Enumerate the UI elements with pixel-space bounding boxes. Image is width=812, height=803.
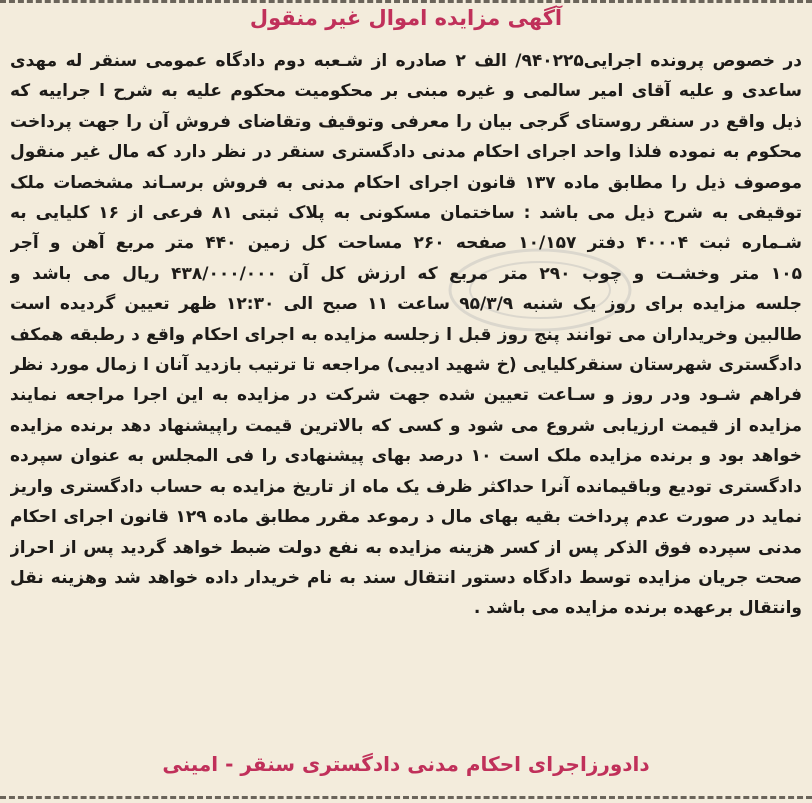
body-line: طالبین وخریداران می توانند پنج روز قبل ا زجلسه مزایده به اجرای احکام واقع د رطبقه همکف <box>10 324 802 345</box>
bottom-dashed-divider <box>0 796 812 799</box>
body-line: صحت جریان مزایده توسط دادگاه دستور انتقال سند به نام خریدار داده خواهد شد وهزینه نقل <box>10 567 802 588</box>
body-line: مزایده از قیمت ارزیابی شروع می شود و کسی که بالاترین قیمت راپیشنهاد دهد برنده مزایده <box>10 415 802 436</box>
body-line: نماید در صورت عدم پرداخت بقیه بهای مال د رموعد مقرر مطابق ماده ۱۲۹ قانون اجرای احکام <box>10 507 802 528</box>
body-line: فراهم شـود ودر روز و سـاعت تعیین شده جهت شرکت در مزایده به این اجرا مراجعه نمایند <box>10 385 802 406</box>
body-line: موصوف ذیل را مطابق ماده ۱۳۷ قانون اجرای احکام مدنی به فروش برسـاند مشخصات ملک <box>10 172 802 193</box>
body-line: دادگستری شهرستان سنقرکلیایی (خ شهید ادیبی) مراجعه تا ترتیب بازدید آنان ا زمال مورد نظر <box>10 355 802 376</box>
body-line: مدنی سپرده فوق الذکر پس از کسر هزینه مزایده به نفع دولت ضبط خواهد گردید پس از احراز <box>10 537 802 558</box>
body-line: دادگستری تودیع وباقیمانده آنرا حداکثر ظرف یک ماه از تاریخ مزایده به حساب دادگستری واریز <box>10 476 802 497</box>
body-line: محکوم به نموده فلذا واحد اجرای احکام مدنی دادگستری سنقر در نظر دارد که مال غیر منقول <box>10 142 802 163</box>
body-line: وانتقال برعهده برنده مزایده می باشد . <box>473 598 802 619</box>
notice-signature: دادورزاجرای احکام مدنی دادگستری سنقر - امینی <box>162 752 650 776</box>
top-dashed-divider <box>0 0 812 3</box>
body-line: ذیل واقع در سنقر روستای گرجی بیان را معرفی وتوقیف وتقاضای فروش آن را جهت پرداخت <box>10 111 802 132</box>
body-line: ساعدی و علیه آقای امیر سالمی و غیره مبنی بر محکومیت محکوم علیه به شرح ا جراییه که <box>10 81 802 102</box>
body-line: جلسه مزایده برای روز یک شنبه ۹۵/۳/۹ ساعت ۱۱ صبح الی ۱۲:۳۰ ظهر تعیین گردیده است <box>10 294 802 315</box>
body-line: خواهد بود و برنده مزایده ملک است ۱۰ درصد بهای پیشنهادی را فی المجلس به عنوان سپرده <box>10 446 802 467</box>
body-line: ۱۰۵ متر وخشـت و چوب ۲۹۰ متر مربع که ارزش کل آن ۴۳۸/۰۰۰/۰۰۰ ریال می باشد و <box>10 263 802 284</box>
notice-title: آگهی مزایده اموال غیر منقول <box>249 6 563 30</box>
notice-body <box>10 46 802 624</box>
body-line: در خصوص پرونده اجرایی۹۴۰۲۲۵/ الف ۲ صادره از شـعبه دوم دادگاه عمومی سنقر له مهدی <box>10 51 802 71</box>
body-line: توقیفی به شرح ذیل می باشد : ساختمان مسکونی به پلاک ثبتی ۸۱ فرعی از ۱۶ کلیایی به <box>10 203 802 224</box>
body-line: شـماره ثبت ۴۰۰۰۴ دفتر ۱۰/۱۵۷ صفحه ۲۶۰ مساحت کل زمین ۴۴۰ متر مربع آهن و آجر <box>10 233 802 254</box>
